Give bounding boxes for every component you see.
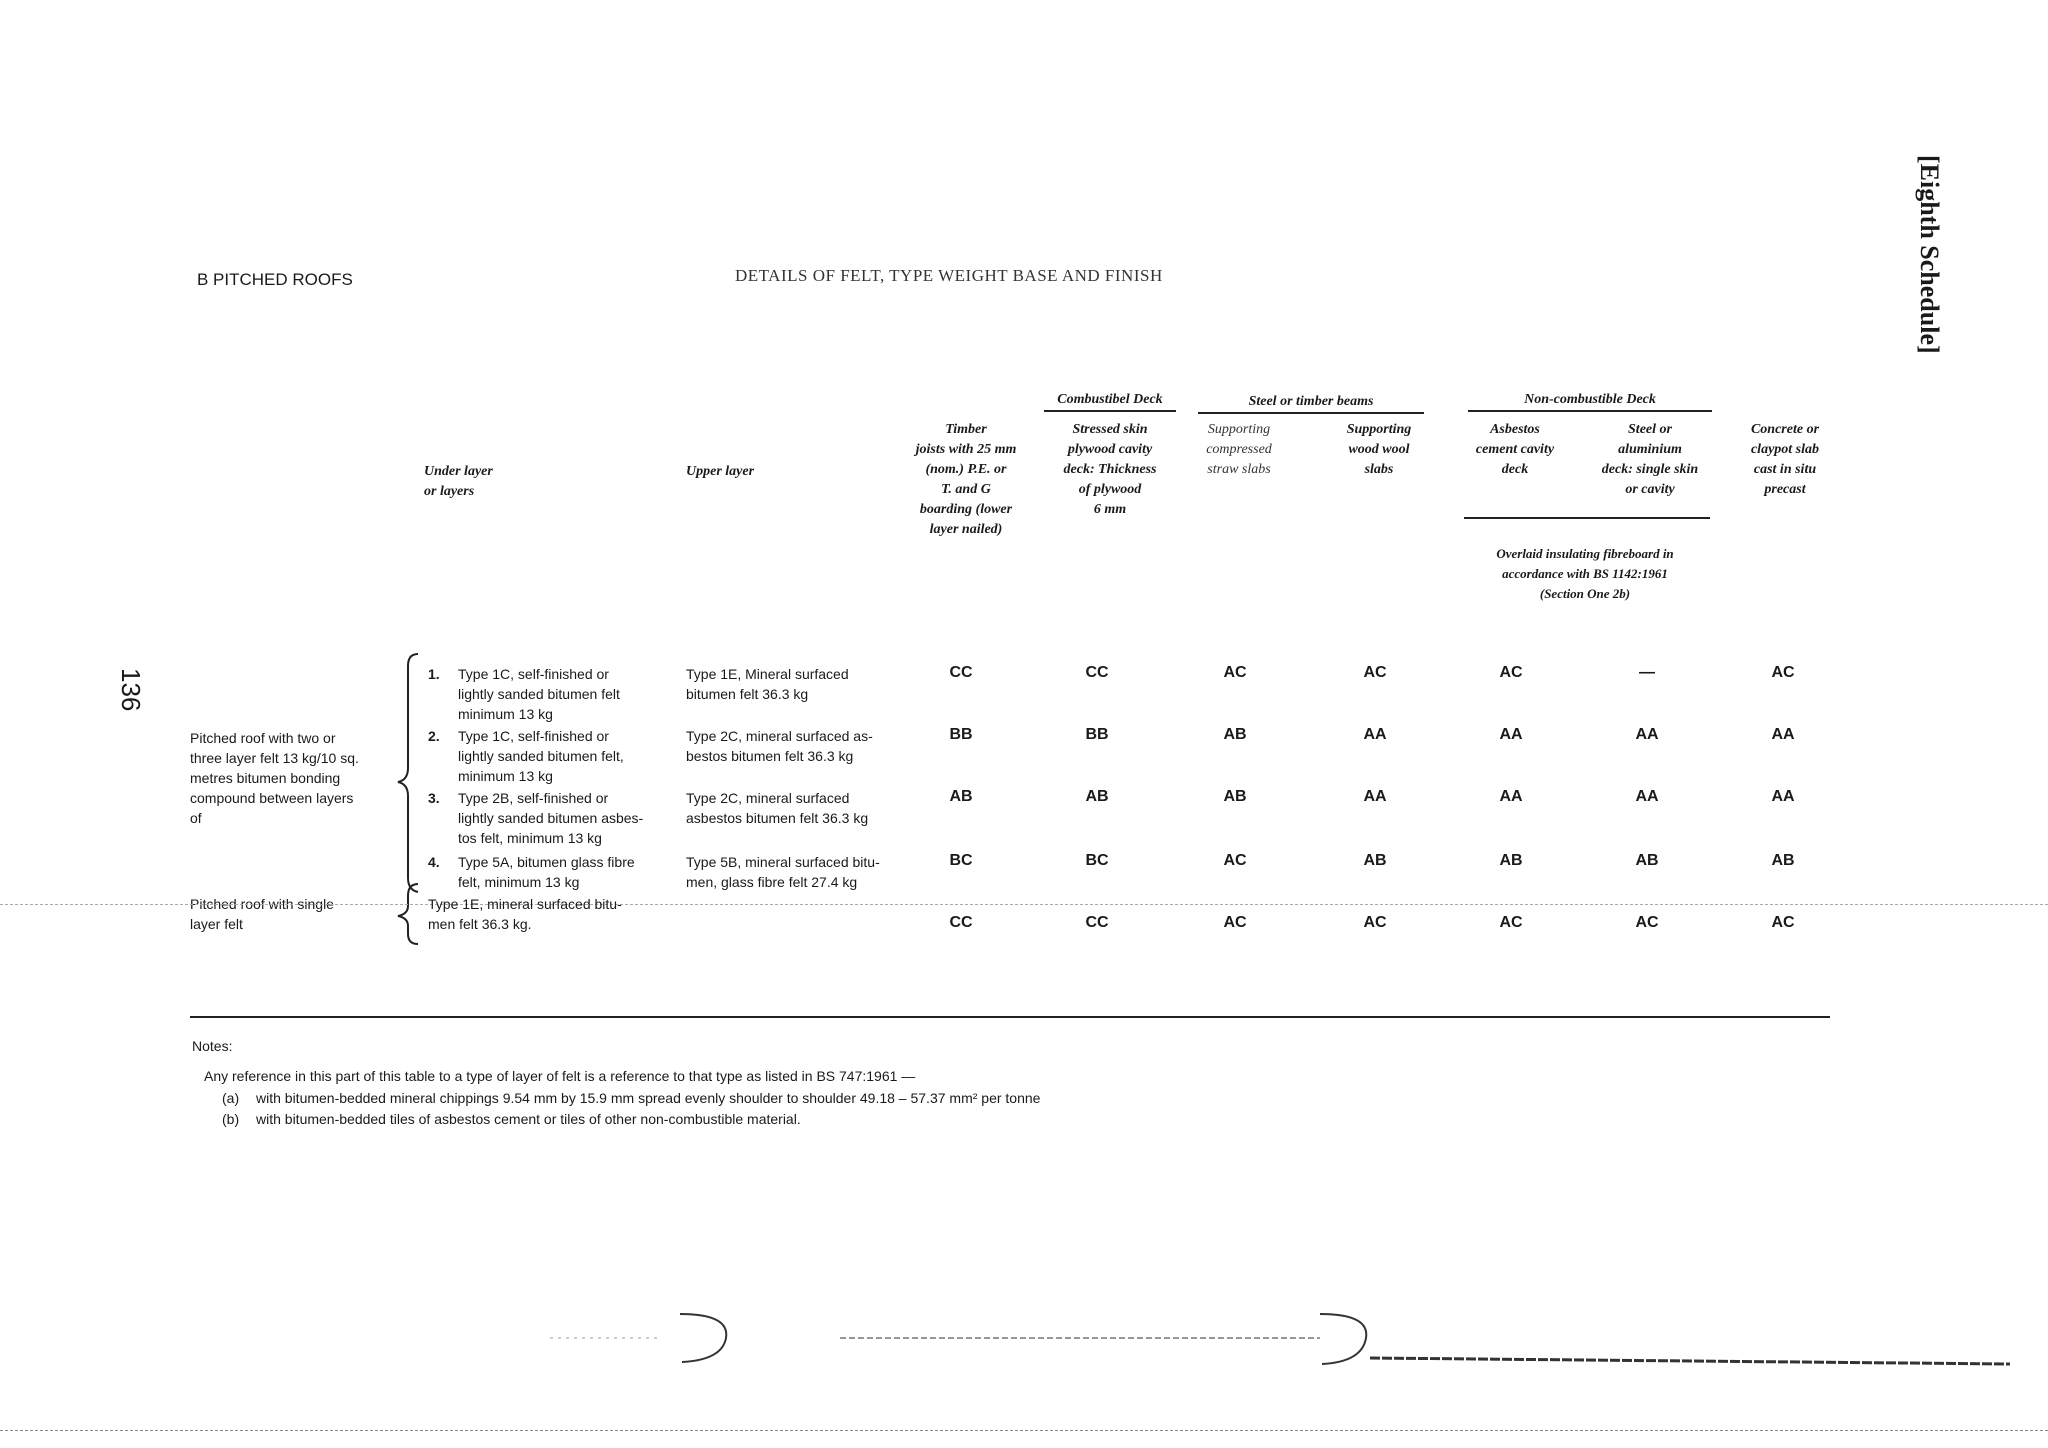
rating-steel-deck: AC	[1635, 914, 1659, 931]
rating-wood-wool: AB	[1363, 852, 1387, 869]
rating-straw-slabs: AC	[1223, 914, 1247, 931]
rating-wood-wool: AA	[1363, 788, 1387, 805]
group-combustible-deck: Combustibel Deck	[1044, 392, 1176, 412]
rating-straw-slabs: AB	[1223, 726, 1247, 743]
rating-stressed-skin: AB	[1085, 788, 1109, 805]
table-bottom-rule	[190, 1016, 1830, 1018]
row-upper-layer: Type 5B, mineral surfaced bitu- men, glass fibre felt 27.4 kg	[686, 854, 880, 890]
rating-steel-deck: AB	[1635, 852, 1659, 869]
row-number: 3.	[428, 790, 440, 806]
scan-artifact-bottom-line	[0, 1430, 2048, 1431]
column-timber-joists: Timber joists with 25 mm (nom.) P.E. or T. and G boarding (lower layer nailed)	[915, 422, 1017, 537]
column-wood-wool-slabs: Supporting wood wool slabs	[1346, 422, 1412, 477]
page-number: 136	[116, 668, 146, 712]
row-under-layer: Type 1C, self-finished or lightly sanded bitumen felt minimum 13 kg	[458, 666, 620, 722]
rating-straw-slabs: AB	[1223, 788, 1247, 805]
group-steel-timber-beams: Steel or timber beams	[1198, 394, 1424, 414]
rating-steel-deck: AA	[1635, 788, 1659, 805]
rating-timber: AB	[949, 788, 973, 805]
group-non-combustible-deck: Non-combustible Deck	[1468, 392, 1712, 412]
schedule-side-heading: [Eighth Schedule]	[1915, 155, 1944, 354]
table-title: DETAILS OF FELT, TYPE WEIGHT BASE AND FINISH	[735, 266, 1163, 285]
rating-stressed-skin: BC	[1085, 852, 1109, 869]
column-under-layer: Under layer or layers	[424, 464, 493, 499]
row-number: 4.	[428, 854, 440, 870]
overlaid-rule	[1464, 517, 1710, 519]
rating-stressed-skin: CC	[1085, 914, 1109, 931]
rating-stressed-skin: CC	[1085, 664, 1109, 681]
notes-intro: Any reference in this part of this table to a type of layer of felt is a reference to that type as listed in BS 747:1961 —	[204, 1068, 916, 1084]
row-upper-layer: Type 2C, mineral surfaced asbestos bitumen felt 36.3 kg	[686, 790, 869, 826]
rating-timber: BB	[949, 726, 973, 743]
rating-concrete: AB	[1771, 852, 1795, 869]
note-a-text: with bitumen-bedded mineral chippings 9.54 mm by 15.9 mm spread evenly shoulder to shoulder 49.18 – 57.37 mm² per tonne	[256, 1090, 1041, 1106]
rating-straw-slabs: AC	[1223, 852, 1247, 869]
note-a-label: (a)	[222, 1090, 240, 1106]
rating-timber: CC	[949, 914, 973, 931]
rating-wood-wool: AA	[1363, 726, 1387, 743]
rating-stressed-skin: BB	[1085, 726, 1109, 743]
notes-heading: Notes:	[192, 1038, 233, 1054]
row-under-layer: Type 5A, bitumen glass fibre felt, minimum 13 kg	[458, 854, 635, 890]
rating-steel-deck: —	[1639, 664, 1655, 681]
row-group-single-layer: Pitched roof with single layer felt	[190, 896, 334, 932]
row-under-layer: Type 2B, self-finished or lightly sanded bitumen asbes- tos felt, minimum 13 kg	[458, 790, 644, 846]
rating-wood-wool: AC	[1363, 664, 1387, 681]
row-under-layer: Type 1E, mineral surfaced bitu- men felt 36.3 kg.	[428, 896, 622, 932]
rating-concrete: AA	[1771, 788, 1795, 805]
rating-concrete: AC	[1771, 664, 1795, 681]
column-concrete-claypot-slab: Concrete or claypot slab cast in situ precast	[1750, 422, 1820, 497]
rating-timber: CC	[949, 664, 973, 681]
rating-asbestos-deck: AC	[1499, 914, 1523, 931]
rating-asbestos-deck: AC	[1499, 664, 1523, 681]
column-compressed-straw-slabs: Supporting compressed straw slabs	[1206, 422, 1272, 477]
row-upper-layer: Type 2C, mineral surfaced as- bestos bitumen felt 36.3 kg	[686, 728, 873, 764]
scan-artifact-line	[0, 904, 2048, 905]
rating-concrete: AC	[1771, 914, 1795, 931]
rating-wood-wool: AC	[1363, 914, 1387, 931]
row-group-braces	[392, 648, 422, 948]
row-number: 1.	[428, 666, 440, 682]
row-under-layer: Type 1C, self-finished or lightly sanded bitumen felt, minimum 13 kg	[458, 728, 624, 784]
section-title: B PITCHED ROOFS	[197, 270, 353, 289]
rating-asbestos-deck: AA	[1499, 726, 1523, 743]
rating-asbestos-deck: AB	[1499, 852, 1523, 869]
scan-artifact-marks	[540, 1300, 2020, 1380]
column-stressed-skin-plywood: Stressed skin plywood cavity deck: Thickness of plywood 6 mm	[1063, 422, 1157, 517]
rating-concrete: AA	[1771, 726, 1795, 743]
rating-asbestos-deck: AA	[1499, 788, 1523, 805]
row-group-multi-layer: Pitched roof with two or three layer felt 13 kg/10 sq. metres bitumen bonding compound between layers of	[190, 730, 359, 826]
row-upper-layer: Type 1E, Mineral surfaced bitumen felt 36.3 kg	[686, 666, 849, 702]
overlaid-fibreboard-note: Overlaid insulating fibreboard in accordance with BS 1142:1961 (Section One 2b)	[1496, 546, 1674, 601]
column-steel-aluminium-deck: Steel or aluminium deck: single skin or cavity	[1601, 422, 1699, 497]
note-b-label: (b)	[222, 1111, 240, 1127]
rating-straw-slabs: AC	[1223, 664, 1247, 681]
row-number: 2.	[428, 728, 440, 744]
column-upper-layer: Upper layer	[686, 464, 755, 479]
column-asbestos-cement-deck: Asbestos cement cavity deck	[1475, 422, 1555, 477]
rating-steel-deck: AA	[1635, 726, 1659, 743]
note-b-text: with bitumen-bedded tiles of asbestos cement or tiles of other non-combustible material.	[256, 1111, 801, 1127]
rating-timber: BC	[949, 852, 973, 869]
